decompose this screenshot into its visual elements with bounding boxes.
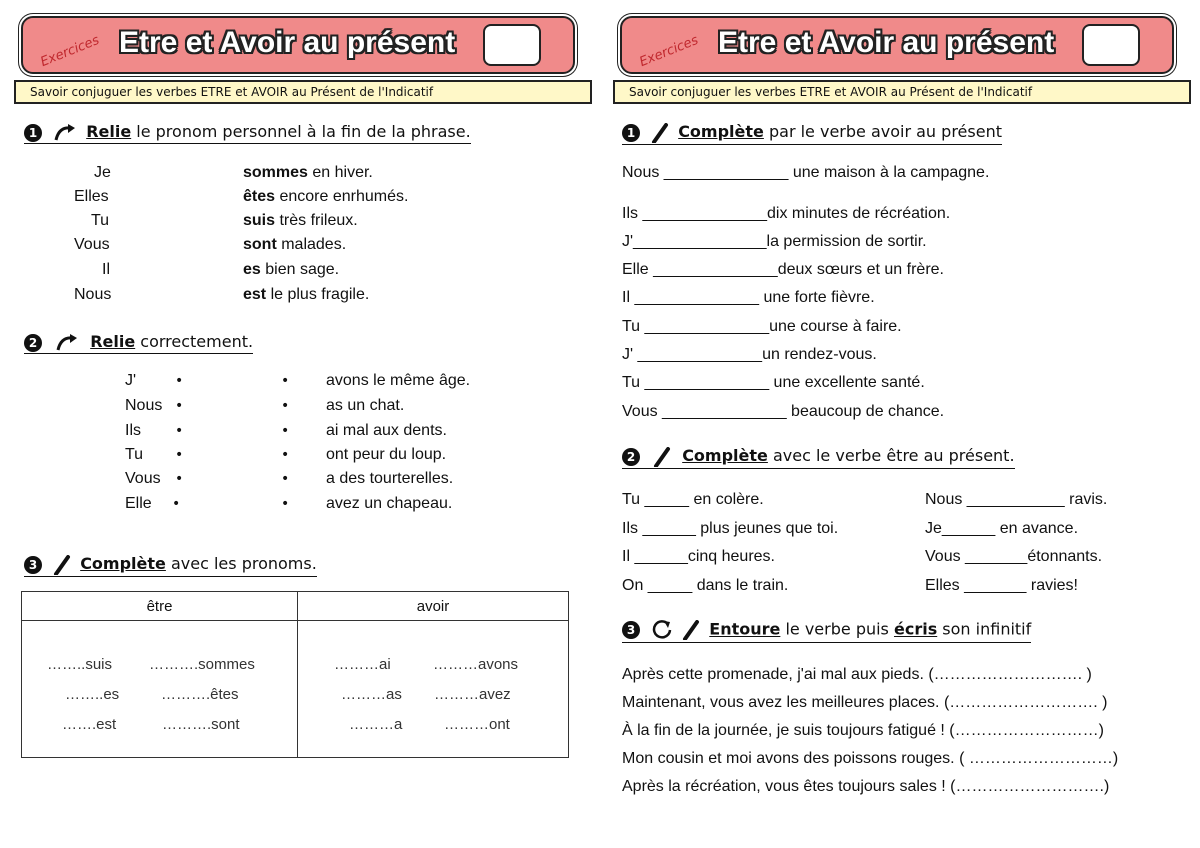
link-dot-right[interactable]: • bbox=[281, 398, 290, 414]
avoir-cell[interactable] bbox=[298, 621, 569, 758]
objective-banner: Savoir conjuguer les verbes ETRE et AVOIR au Présent de l'Indicatif bbox=[14, 80, 592, 104]
circle-arrow-icon bbox=[651, 619, 673, 641]
objective-banner: Savoir conjuguer les verbes ETRE et AVOIR au Présent de l'Indicatif bbox=[613, 80, 1191, 104]
fill-in-sentence[interactable]: À la fin de la journée, je suis toujours fatigué ! (………………………) bbox=[622, 722, 1104, 739]
link-dot-right[interactable]: • bbox=[281, 496, 290, 512]
conjugation-blank[interactable]: …….est bbox=[62, 716, 117, 733]
conjugation-blank[interactable]: ……….sont bbox=[162, 716, 240, 733]
link-dot-left[interactable]: • bbox=[172, 496, 181, 512]
pencil-icon bbox=[682, 620, 700, 640]
sentence-ending: es bien sage. bbox=[243, 261, 340, 278]
number-3-icon: 3 bbox=[24, 556, 42, 574]
fill-in-sentence[interactable]: Il ______________ une forte fièvre. bbox=[622, 289, 875, 306]
instruction-text: par le verbe avoir au présent bbox=[763, 122, 1002, 141]
page-title: Etre et Avoir au présent bbox=[718, 26, 1055, 59]
pronoun: Nous bbox=[125, 397, 163, 414]
pronoun: Je bbox=[94, 164, 111, 181]
exercise-3-heading bbox=[622, 619, 1031, 643]
link-dot-right[interactable]: • bbox=[281, 373, 290, 389]
exercise-1-heading bbox=[622, 122, 1002, 145]
link-dot-left[interactable]: • bbox=[175, 373, 184, 389]
exercise-2-heading bbox=[24, 332, 253, 354]
conjugation-blank[interactable]: ………ont bbox=[444, 716, 510, 733]
exercise-1-heading bbox=[24, 122, 471, 144]
conjugation-blank[interactable]: ………as bbox=[341, 686, 402, 703]
pronoun: Vous bbox=[74, 236, 110, 253]
fill-in-sentence[interactable]: Je______ en avance. bbox=[925, 520, 1079, 537]
conjugation-blank[interactable]: ………ai bbox=[334, 656, 391, 673]
fill-in-sentence[interactable]: Maintenant, vous avez les meilleures places. (………………………. ) bbox=[622, 694, 1108, 711]
sentence-ending: suis très frileux. bbox=[243, 212, 358, 229]
sentence-ending: êtes encore enrhumés. bbox=[243, 188, 409, 205]
fill-in-sentence[interactable]: Tu ______________une course à faire. bbox=[622, 318, 902, 335]
instruction-verb: Entoure bbox=[709, 619, 781, 639]
fill-in-sentence[interactable]: Ils ______________dix minutes de récréation. bbox=[622, 205, 951, 222]
instruction-text: avec le verbe être au présent. bbox=[767, 446, 1015, 465]
link-dot-left[interactable]: • bbox=[175, 423, 184, 439]
instruction-text: son infinitif bbox=[937, 619, 1032, 639]
instruction-text: avec les pronoms. bbox=[165, 554, 317, 573]
instruction-verb: Complète bbox=[678, 122, 764, 141]
conjugation-blank[interactable]: ……….sommes bbox=[149, 656, 255, 673]
sentence-ending: ai mal aux dents. bbox=[326, 422, 447, 439]
exercices-label: Exercices bbox=[38, 32, 102, 71]
fill-in-sentence[interactable]: Il ______cinq heures. bbox=[622, 548, 775, 565]
fill-in-sentence[interactable]: Après cette promenade, j'ai mal aux pieds. (………………………. ) bbox=[622, 666, 1092, 683]
instruction-verb: Relie bbox=[90, 332, 136, 351]
pronoun: Elles bbox=[74, 188, 109, 205]
pronoun: Vous bbox=[125, 470, 161, 487]
sentence-ending: as un chat. bbox=[326, 397, 405, 414]
score-box[interactable] bbox=[1082, 24, 1140, 66]
instruction-text: le verbe puis bbox=[780, 619, 894, 639]
link-dot-right[interactable]: • bbox=[281, 471, 290, 487]
link-dot-left[interactable]: • bbox=[175, 447, 184, 463]
pronoun: Tu bbox=[125, 446, 144, 463]
link-arrow-icon bbox=[53, 334, 81, 352]
fill-in-sentence[interactable]: Vous _______étonnants. bbox=[925, 548, 1103, 565]
sentence-ending: est le plus fragile. bbox=[243, 286, 370, 303]
conjugation-table bbox=[21, 591, 569, 758]
link-dot-right[interactable]: • bbox=[281, 423, 290, 439]
pronoun: Ils bbox=[125, 422, 141, 439]
pencil-icon bbox=[651, 447, 673, 467]
pronoun: Elle bbox=[125, 495, 152, 512]
instruction-verb: écris bbox=[893, 619, 938, 639]
fill-in-sentence[interactable]: Ils ______ plus jeunes que toi. bbox=[622, 520, 839, 537]
etre-cell[interactable] bbox=[22, 621, 298, 758]
sentence-ending: a des tourterelles. bbox=[326, 470, 454, 487]
column-header-avoir: avoir bbox=[298, 592, 569, 621]
number-2-icon: 2 bbox=[24, 334, 42, 352]
fill-in-sentence[interactable]: On _____ dans le train. bbox=[622, 577, 789, 594]
conjugation-blank[interactable]: ……..es bbox=[65, 686, 120, 703]
column-header-etre: être bbox=[22, 592, 298, 621]
fill-in-sentence[interactable]: Après la récréation, vous êtes toujours sales ! (……………………….) bbox=[622, 778, 1110, 795]
number-1-icon: 1 bbox=[24, 124, 42, 142]
fill-in-sentence[interactable]: Elle ______________deux sœurs et un frère. bbox=[622, 261, 944, 278]
link-dot-left[interactable]: • bbox=[175, 398, 184, 414]
fill-in-sentence[interactable]: J' ______________un rendez-vous. bbox=[622, 346, 877, 363]
pencil-icon bbox=[53, 555, 71, 575]
pronoun: Tu bbox=[91, 212, 110, 229]
conjugation-blank[interactable]: ………avez bbox=[434, 686, 511, 703]
instruction-verb: Complète bbox=[682, 446, 768, 465]
fill-in-sentence[interactable]: J'_______________la permission de sortir. bbox=[622, 233, 927, 250]
sentence-ending: avons le même âge. bbox=[326, 372, 471, 389]
link-arrow-icon bbox=[53, 124, 77, 142]
conjugation-blank[interactable]: ………avons bbox=[433, 656, 519, 673]
pronoun: J' bbox=[125, 372, 137, 389]
sentence-ending: avez un chapeau. bbox=[326, 495, 453, 512]
sentence-ending: sont malades. bbox=[243, 236, 347, 253]
left-title-banner bbox=[21, 16, 575, 74]
conjugation-blank[interactable]: ………a bbox=[349, 716, 403, 733]
pronoun: Il bbox=[102, 261, 110, 278]
link-dot-right[interactable]: • bbox=[281, 447, 290, 463]
fill-in-sentence[interactable]: Tu _____ en colère. bbox=[622, 491, 764, 508]
sentence-ending: sommes en hiver. bbox=[243, 164, 373, 181]
fill-in-sentence[interactable]: Elles _______ ravies! bbox=[925, 577, 1078, 594]
page-title: Etre et Avoir au présent bbox=[119, 26, 456, 59]
number-1-icon: 1 bbox=[622, 124, 640, 142]
exercices-label: Exercices bbox=[637, 32, 701, 71]
fill-in-sentence[interactable]: Tu ______________ une excellente santé. bbox=[622, 374, 925, 391]
number-3-icon: 3 bbox=[622, 621, 640, 639]
instruction-verb: Complète bbox=[80, 554, 166, 573]
fill-in-sentence[interactable]: Nous ______________ une maison à la campagne. bbox=[622, 164, 990, 181]
sentence-ending: ont peur du loup. bbox=[326, 446, 447, 463]
instruction-text: correctement. bbox=[135, 332, 254, 351]
exercise-2-heading bbox=[622, 446, 1015, 469]
fill-in-sentence[interactable]: Mon cousin et moi avons des poissons rouges. ( ………………………) bbox=[622, 750, 1119, 767]
fill-in-sentence[interactable]: Nous ___________ ravis. bbox=[925, 491, 1108, 508]
link-dot-left[interactable]: • bbox=[175, 471, 184, 487]
number-2-icon: 2 bbox=[622, 448, 640, 466]
instruction-text: le pronom personnel à la fin de la phrase. bbox=[131, 122, 471, 141]
instruction-verb: Relie bbox=[86, 122, 132, 141]
fill-in-sentence[interactable]: Vous ______________ beaucoup de chance. bbox=[622, 403, 945, 420]
conjugation-blank[interactable]: ……….êtes bbox=[161, 686, 239, 703]
conjugation-blank[interactable]: ……..suis bbox=[47, 656, 113, 673]
right-title-banner bbox=[620, 16, 1174, 74]
pronoun: Nous bbox=[74, 286, 112, 303]
score-box[interactable] bbox=[483, 24, 541, 66]
pencil-icon bbox=[651, 123, 669, 143]
exercise-3-heading bbox=[24, 554, 317, 577]
